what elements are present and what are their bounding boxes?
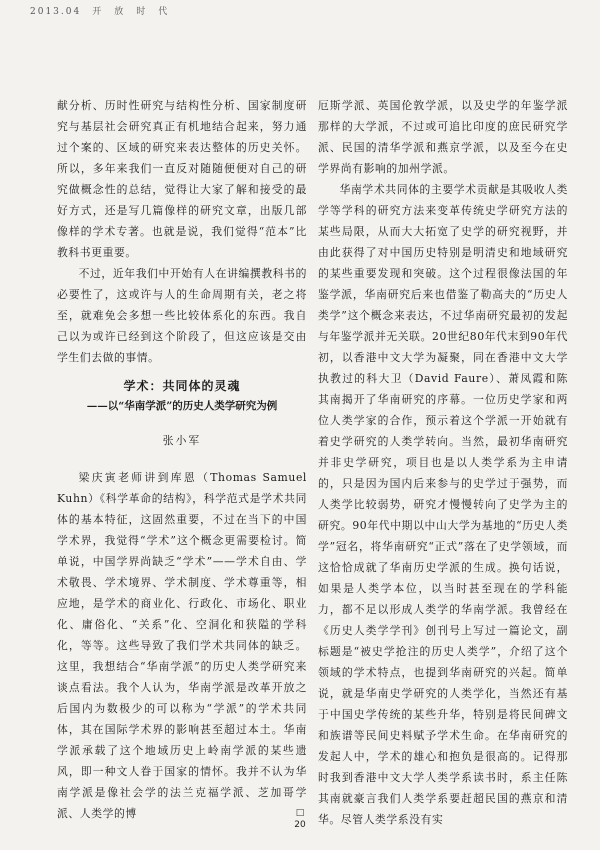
running-header: 2013.04 开 放 时 代 xyxy=(30,7,170,17)
page-number: 20 xyxy=(294,820,306,830)
left-paragraph-2: 不过，近年我们中开始有人在讲编撰教科书的必要性了，这或许与人的生命周期有关，老之将至，就难免会多想一些比较体系化的东西。我自己以为或许已经到这个阶段了，但这应该是交由学生们去做的事情。 xyxy=(57,267,307,364)
left-paragraph-3: 梁庆寅老师讲到库恩（Thomas Samuel Kuhn）《科学革命的结构》，科学范式是学术共同体的基本特征，这固然重要，不过在当下的中国学术界，我觉得“学术”这个概念更需要检讨。简单说，中国学界尚缺乏“学术”——学术自由、学术敬畏、学术境界、学术制度、学术尊重等，相应地，是学术的商业化、行政化、市场化、职业化、庸俗化、“关系”化、空洞化和狭隘的学科化，等等。这些导致了我们学术共同体的缺乏。这里，我想结合“华南学派”的历史人类学研究来谈点看法。我个人认为，华南学派是改革开放之后国内为数极少的可以称为“学派”的学术共同体，其在国际学术界的影响甚至超过本土。华南学派承载了这个地域历史上岭南学派的某些遗风，即一种文人眷于国家的情怀。我并不认为华南学派是像社会学的法兰克福学派、芝加哥学派、人类学的博 xyxy=(57,471,307,820)
left-paragraph-1: 献分析、历时性研究与结构性分析、国家制度研究与基层社会研究真正有机地结合起来，努力通过个案的、区域的研究来表达整体的历史关怀。所以，多年来我们一直反对随随便便对自己的研究做概念性的总结，觉得让大家了解和接受的最好方式，还是写几篇像样的研究文章，出版几部像样的学术专著。也就是说，我们觉得“范本”比教科书更重要。 xyxy=(57,99,307,259)
right-paragraph-1: 厄斯学派、英国伦敦学派，以及史学的年鉴学派那样的大学派，不过或可追比印度的庶民研究学派、民国的清华学派和燕京学派，以及至今在史学界尚有影响的加州学派。 xyxy=(318,99,568,175)
page-mark: □ xyxy=(295,808,305,818)
right-column xyxy=(318,95,568,830)
author-name: 张小军 xyxy=(162,434,202,447)
right-paragraph-2: 华南学术共同体的主要学术贡献是其吸收人类学等学科的研究方法来变革传统史学研究方法的某些局限，从而大大拓宽了史学的研究视野，并由此获得了对中国历史特别是明清史和地域研究的某些重要发现和突破。这个过程很像法国的年鉴学派，华南研究后来也借鉴了勒高夫的“历史人类学”这个概念来表达，不过华南研究最初的发起与年鉴学派并无关联。20世纪80年代末到90年代初，以香港中文大学为凝聚，同在香港中文大学执教过的科大卫（David Faure）、萧凤霞和陈其南揭开了华南研究的序幕。一位历史学家和两位人类学家的合作，预示着这个学派一开始就有着史学研究的人类学转向。当然，最初华南研究并非史学研究，项目也是以人类学系为主申请的，只是因为国内后来参与的史学过于强势，而人类学比较弱势，研究才慢慢转向了史学为主的研究。90年代中期以中山大学为基地的“历史人类学”冠名，将华南研究“正式”落在了史学领域，而这恰恰成就了华南历史学派的生成。换句话说，如果是人类学本位，以当时甚至现在的学科能力，都不足以形成人类学的华南学派。我曾经在《历史人类学学刊》创刊号上写过一篇论文，副标题是“被史学抢注的历史人类学”，介绍了这个领域的学术特点，也提到华南研究的兴起。简单说，就是华南史学研究的人类学化，当然还有基于中国史学传统的某些升华，特别是将民间碑文和族谱等民间史料赋予学术生命。在华南研究的发起人中，学术的雄心和抱负是很高的。记得那时我到香港中文大学人类学系读书时，系主任陈其南就豪言我们人类学系要赶超民国的燕京和清华。尽管人类学系没有实 xyxy=(318,183,568,826)
left-column xyxy=(57,95,307,830)
article-title: 学术：共同体的灵魂 xyxy=(123,379,241,393)
article-subtitle: ——以“华南学派”的历史人类学研究为例 xyxy=(86,400,278,412)
